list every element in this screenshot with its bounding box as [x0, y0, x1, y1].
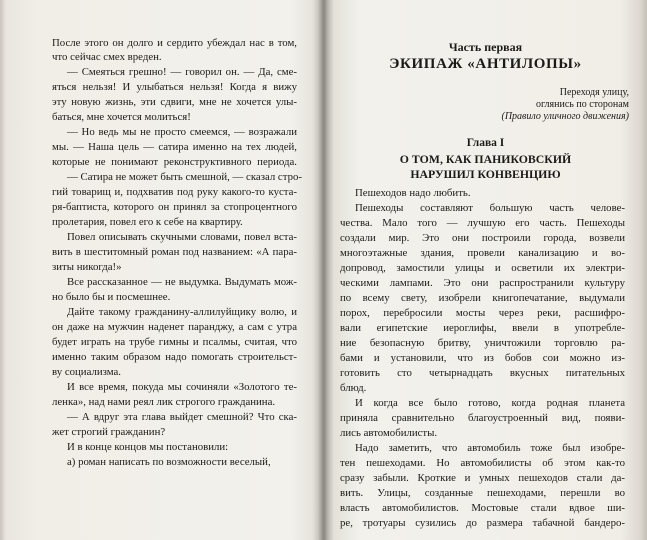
text-line: И все время, покуда мы сочиняли «Золотого те- [67, 381, 297, 393]
text-line: бами и установили, что из бобов сои можно из- [340, 352, 625, 364]
text-line: власть автомобилистов. Мостовые стали вдвое ши- [340, 502, 625, 514]
text-line: Надо заметить, что автомобиль тоже был изобре- [355, 442, 625, 454]
text-line: баться, мне хочется молиться! [52, 111, 191, 123]
text-line: И в конце концов мы постановили: [67, 441, 229, 453]
left-page [0, 0, 322, 540]
text-line: чества. Мало того — лучшую его часть. Пешеходы [340, 217, 625, 229]
text-line: допровод, замостили улицы и осветили их электри- [340, 262, 625, 274]
text-line: тен пешеходами. Но автомобилисты об этом как-то [340, 457, 625, 469]
chapter-number: Глава I [466, 137, 505, 149]
text-line: вить в шеститомный роман под названием: «А пара- [52, 246, 297, 258]
text-line: — Сатира не может быть смешной, — сказал стро- [67, 171, 302, 183]
text-line: блюд. [340, 382, 367, 394]
text-line: именно таким образом надо помогать строительст- [52, 351, 297, 363]
text-line: зиты никогда!» [52, 261, 122, 273]
text-line: эту новую жизнь, эти сдвиги, мне не хочется улы- [52, 96, 297, 108]
text-line: но было бы и посмешнее. [52, 291, 171, 303]
text-line: ленка», над нами реял лик строгого гражданина. [52, 396, 276, 408]
text-line: Пешеходов надо любить. [355, 187, 471, 199]
text-line: которые не понимают реконструктивного периода. [52, 156, 297, 168]
text-line: яться нельзя! И улыбаться нельзя! Когда я вижу [52, 81, 297, 93]
text-line: будет играть на трубе гимны и псалмы, считая, что [52, 336, 297, 348]
text-line: Повел описывать скучными словами, повел вста- [67, 231, 297, 243]
text-line: ря-баптиста, которого он принял за стопроцентного [52, 201, 297, 213]
text-line: пролетария, повел его к себе на квартиру. [52, 216, 243, 228]
text-line: что сейчас смех вреден. [52, 51, 162, 63]
text-line: ческими лампами. Это они распространили культуру [340, 277, 625, 289]
chapter-title-line: НАРУШИЛ КОНВЕНЦИЮ [410, 167, 561, 181]
chapter-title-line: О ТОМ, КАК ПАНИКОВСКИЙ [399, 152, 572, 166]
text-line: а) роман написать по возможности веселый, [67, 456, 271, 468]
text-line: ре, тротуары сузились до размера табачной бандеро- [340, 517, 625, 529]
epigraph-line: оглянись по сторонам [535, 99, 629, 110]
text-line: сразу забыли. Кроткие и умных пешеходов стали да- [340, 472, 625, 484]
text-line: — А вдруг эта глава выйдет смешной? Что ска- [67, 411, 297, 423]
text-line: Дайте такому гражданину-аллилуйщику волю, и [67, 306, 297, 318]
text-line: Пешеходы составляют большую часть челове- [355, 202, 625, 214]
text-line: лись автомобилисты. [340, 427, 438, 439]
part-title: Часть первая [448, 40, 523, 54]
text-line: гий товарищ и, подхватив под руку какого-то куста- [52, 186, 297, 198]
text-line: После этого он долго и сердито убеждал нас в том, [52, 37, 297, 49]
text-line: создали мир. Это они построили города, возвели [340, 232, 625, 244]
text-line: порох, перебросили мосты через реки, расшифро- [340, 307, 625, 319]
epigraph-line: Переходя улицу, [559, 87, 629, 98]
text-line: вить. Улицы, созданные пешеходами, перешли во [340, 487, 625, 499]
text-line: готовить сто четырнадцать вкусных питательных [340, 367, 625, 379]
text-line: ву социализма. [52, 366, 121, 378]
text-line: ние безопасную бритву, уничтожили торговлю ра- [340, 337, 625, 349]
text-line: он даже на мужчин наденет паранджу, а сам с утра [52, 321, 297, 333]
right-page [324, 0, 647, 540]
text-line: — Но ведь мы не просто смеемся, — возражали [67, 126, 297, 138]
text-line: мы. — Наша цель — сатира именно на тех людей, [52, 141, 297, 153]
text-line: — Смеяться грешно! — говорил он. — Да, сме- [67, 66, 297, 78]
text-line: многоэтажные здания, провели канализацию и во- [340, 247, 625, 259]
text-line: вали египетские иероглифы, ввели в употребле- [340, 322, 625, 334]
text-line: по всему свету, изобрели книгопечатание, выдумали [340, 292, 625, 304]
epigraph-source: (Правило уличного движения) [501, 111, 629, 122]
text-line: И когда все было готово, когда родная планета [355, 397, 625, 409]
text-line: жет строгий гражданин? [52, 426, 166, 438]
text-line: Все рассказанное — не выдумка. Выдумать мож- [67, 276, 297, 288]
text-line: приняла сравнительно благоустроенный вид, появи- [340, 412, 625, 424]
book-title: ЭКИПАЖ «АНТИЛОПЫ» [389, 56, 582, 72]
